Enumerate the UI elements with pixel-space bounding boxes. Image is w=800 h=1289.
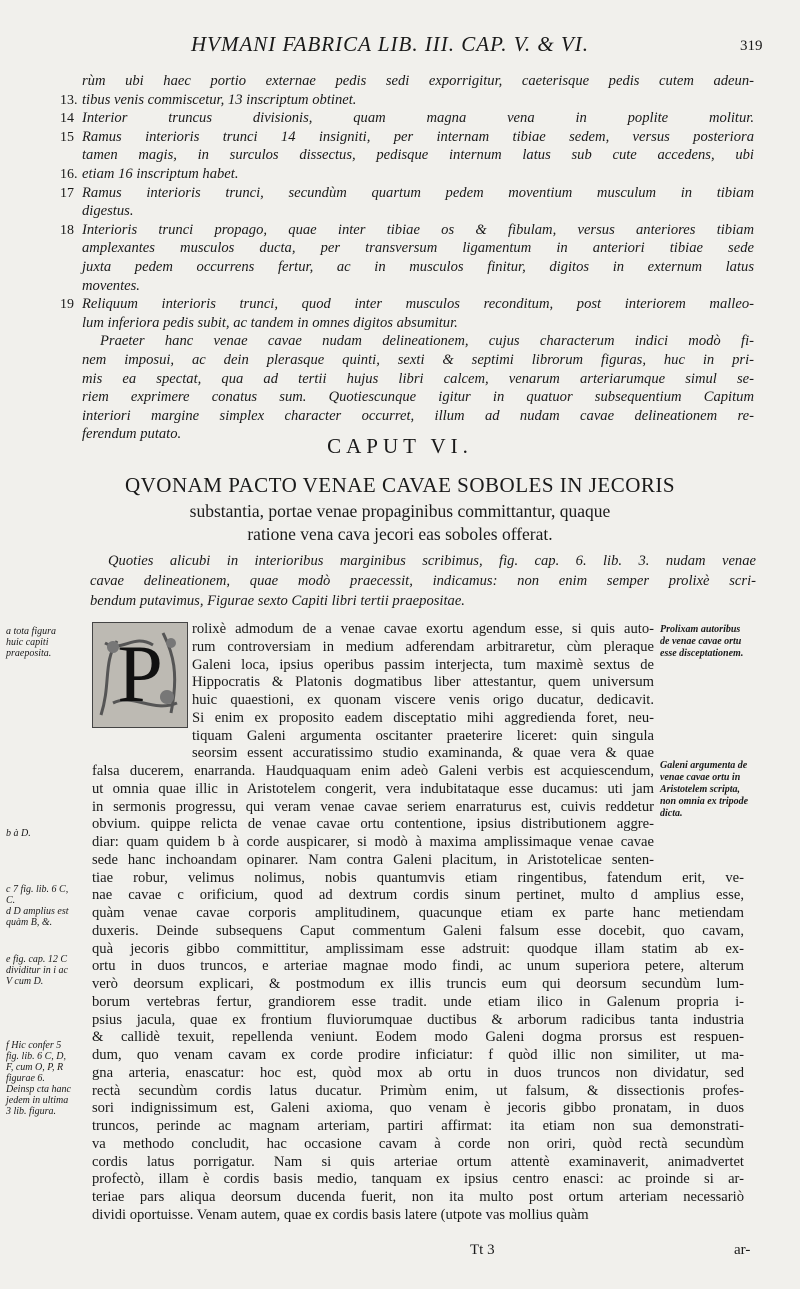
body-line: in sermonis progressu, qui veram venae cavae seriem enarraturus est, cuivis reddetur xyxy=(92,798,654,815)
left-margin-note: e fig. cap. 12 C dividitur in i ac V cum D. xyxy=(6,954,68,987)
body-line: sede hanc inchoandam opinarer. Nam contra Galeni placitum, in Aristotelicae senten- xyxy=(92,851,654,868)
body-line: ut omnia quae illic in Aristotelem congerit, vera indubitataque esse ducamus: uti jam xyxy=(92,780,654,797)
body-line: borum vertebras fertur, grandiorem esse tradit. unde etiam ilico in Galenum propria i- xyxy=(92,993,744,1010)
left-margin-note: a tota figura huic capiti praeposita. xyxy=(6,626,57,659)
body-line: verò deorsum explicari, & postmodum ex illis truncis eum qui deorsum secundùm lum- xyxy=(92,976,744,992)
body-line: diar: quam quidem b à corde auspicarer, si modò à maxima amplissimaque venae cavae xyxy=(92,834,654,850)
legend-number: 15 xyxy=(60,129,74,145)
legend-line: nem imposui, ac dein plerasque quinti, sexti & septimi librorum figuras, huc in pri- xyxy=(82,352,754,368)
legend-line: Interioris trunci propago, quae inter tibiae os & fibulam, versus anteriores tibiam xyxy=(82,221,754,238)
body-line: va methodo concludit, hac occasione cavam à corde non oriri, quòd rectà secundùm xyxy=(92,1135,744,1152)
left-margin-note: f Hic confer 5 fig. lib. 6 C, D, F, cum O, P, R figurae 6. Deinsp cta hanc jedem in ultima 3 lib. figura. xyxy=(6,1040,71,1117)
chapter-heading-line-2: substantia, portae venae propaginibus committantur, quaque xyxy=(189,501,611,521)
running-head: HVMANI FABRICA LIB. III. CAP. V. & VI. xyxy=(190,32,590,56)
body-line: tiquam Galeni argumenta oscitanter praeterire liceret: quin singula xyxy=(192,727,654,744)
legend-line: Interior truncus divisionis, quam magna vena in poplite molitur. xyxy=(82,110,754,127)
legend-line: tibus venis commiscetur, 13 inscriptum obtinet. xyxy=(82,91,357,108)
legend-line: riem exprimere conatus sum. Quotiescunque igitur in quatuor subsequentium Capitum xyxy=(82,389,754,406)
body-line: Galeni loca, ipsius operibus passim interjecta, tum maximè sextus de xyxy=(192,656,654,673)
legend-line: Reliquum interioris trunci, quod inter musculos reconditum, post interiorem malleo- xyxy=(82,296,754,313)
body-line: gna arteria, enascatur: hoc est, quòd mox ab ortu in duos truncos non dividatur, sed xyxy=(92,1064,744,1081)
legend-line: moventes. xyxy=(82,277,140,294)
legend-number: 16. xyxy=(60,167,78,182)
legend-number: 14 xyxy=(60,111,74,127)
legend-number: 17 xyxy=(60,185,74,201)
legend-line: mis ea spectat, qua ad tertii hujus libri calcem, venarum arteriarumque simul se- xyxy=(82,370,754,387)
left-margin-note: b à D. xyxy=(6,828,31,839)
right-margin-note: Galeni argumenta de venae cavae ortu in Aristotelem scripta, non omnia ex tripode dicta. xyxy=(660,760,749,819)
body-line: & callidè texuit, repellenda veniunt. Eodem modo Galeni dogma prorsus est respuen- xyxy=(92,1029,744,1046)
legend-number: 19 xyxy=(60,297,74,313)
legend-line: tamen magis, in surculos dissectus, pedisque internum latus sub cute accedens, ubi xyxy=(82,147,754,164)
legend-number: 13. xyxy=(60,92,78,108)
body-line: Hippocratis & Platonis dogmatibus liber attestantur, quem universum xyxy=(192,674,654,691)
body-line: nae cavae c orificium, quod ad dextrum cordis sinum pertinet, multo d amplius esse, xyxy=(92,887,744,904)
body-line: psius jacula, quae ex frontium fluviorumquae ductibus & arborum radicibus tanta industria xyxy=(92,1011,744,1028)
legend-line: ferendum putato. xyxy=(82,426,182,443)
body-line: rectà secundùm cordis latus ducatur. Primùm enim, ut falsum, & dissectionis profes- xyxy=(92,1082,744,1099)
body-line: obvium. quippe relicta de venae cavae ortu contentione, ipsius distributionem aggre- xyxy=(92,816,654,833)
body-line: truncos, perinde ac magnam arteriam, partiri affirmat: ita etiam non sua demonstrati- xyxy=(92,1118,744,1134)
intro-line: cavae delineationem, quae modò praecessit, indicamus: non enim semper prolixè scri- xyxy=(90,573,756,589)
body-line: rolixè admodum de a venae cavae exortu agendum esse, si quis auto- xyxy=(192,621,654,637)
signature-mark: Tt 3 xyxy=(470,1242,495,1258)
legend-line: digestus. xyxy=(82,203,134,220)
body-line: teriae pars aliqua deorsum ducenda fuerit, non ita multo post ortum arteriam necessariò xyxy=(92,1189,744,1205)
body-line: tiae robur, velimus nolimus, nobis quantumvis etiam ringentibus, fatendum erit, ve- xyxy=(92,869,744,886)
body-line: huic quaestioni, ex quonam viscere venis origo ducatur, dedicavit. xyxy=(192,692,654,708)
body-line: cordis latus porrigatur. Nam si quis arteriae ortum attentè examinaverit, animadvertet xyxy=(92,1153,744,1170)
body-line: ortu in duos truncos, e arteriae magnae modo findi, ac unum superiora petere, alterum xyxy=(92,958,744,975)
left-margin-note: c 7 fig. lib. 6 C, C. xyxy=(6,884,69,906)
legend-line: Ramus interioris trunci, secundùm quartum pedem moventium musculum in tibiam xyxy=(82,184,754,201)
body-line: rum controversiam in medium adferendam arbitraretur, cùm pleraque xyxy=(192,638,654,655)
legend-number: 18 xyxy=(60,222,74,238)
chapter-heading-line-1: QVONAM PACTO VENAE CAVAE SOBOLES IN JECORIS xyxy=(124,473,676,497)
chapter-title: CAPUT VI. xyxy=(327,434,473,458)
page-number: 319 xyxy=(740,38,763,54)
legend-line: rùm ubi haec portio externae pedis sedi exporrigitur, caeterisque pedis cutem adeun- xyxy=(82,73,754,89)
body-line: quàm venae cavae corporis amplitudinem, quacunque etiam ex parte hanc metiendam xyxy=(92,905,744,921)
legend-line: etiam 16 inscriptum habet. xyxy=(82,166,239,182)
body-line: dum, quo venam cavam ex corde prodire inficiatur: f quòd illic non similiter, ut ma- xyxy=(92,1047,744,1063)
body-line: Si enim ex proposito eadem disceptatio mihi aggredienda foret, neu- xyxy=(192,709,654,726)
legend-line: lum inferiora pedis subit, ac tandem in omnes digitos absumitur. xyxy=(82,314,458,331)
body-line: duxeris. Deinde subsequens Caput commentum Galeni falsum esse docebit, quo cavam, xyxy=(92,922,744,939)
body-line: quà jecoris gibbo committitur, amplissimam esse adstruit: quodque illam statim ab ex- xyxy=(92,940,744,957)
initial-ornament-icon xyxy=(93,623,187,727)
legend-line: Ramus interioris trunci 14 insigniti, per internam tibiae sedem, versus posteriora xyxy=(82,128,754,145)
catchword: ar- xyxy=(734,1242,751,1258)
chapter-heading-line-3: ratione vena cava jecori eas soboles offerat. xyxy=(247,524,553,544)
decorated-initial xyxy=(92,622,188,728)
body-line: seorsim essent accuratissimo studio examinanda, & quae vera & quae xyxy=(192,745,654,762)
body-line: falsa ducerem, enarranda. Haudquaquam enim adeò Galeni verbis est acquiescendum, xyxy=(92,763,654,779)
legend-line: Praeter hanc venae cavae nudam delineationem, cujus characterum indici modò fi- xyxy=(100,333,754,350)
left-margin-note: d D amplius est quàm B, &. xyxy=(6,906,69,928)
right-margin-note: Prolixam autoribus de venae cavae ortu esse disceptationem. xyxy=(660,624,744,659)
legend-line: interiori margine simplex character occurret, illum ad nudam cavae delineationem re- xyxy=(82,407,754,424)
legend-line: amplexantes musculos ducta, per transversum ligamentum in anteriori tibiae sede xyxy=(82,240,754,257)
body-line: dividi oportuisse. Venam autem, quae ex cordis basis latere (utpote vas mollius quàm xyxy=(92,1206,589,1223)
intro-line: bendum putavimus, Figurae sexto Capiti libri tertii praepositae. xyxy=(90,593,465,609)
initial-letter: P xyxy=(117,628,163,719)
intro-line: Quoties alicubi in interioribus marginibus scribimus, fig. cap. 6. lib. 3. nudam venae xyxy=(108,553,756,569)
body-line: profectò, illam è cordis basis medio, tanquam ex ipsius centro enasci: ac proinde si ar- xyxy=(92,1171,744,1188)
legend-line: juxta pedem occurrens fertur, ac in musculos finitur, digitos in externum latus xyxy=(82,259,754,275)
body-line: sori indignissimum est, Galeni axioma, quo venam è jecoris gibbo pronatam, in duos xyxy=(92,1100,744,1117)
